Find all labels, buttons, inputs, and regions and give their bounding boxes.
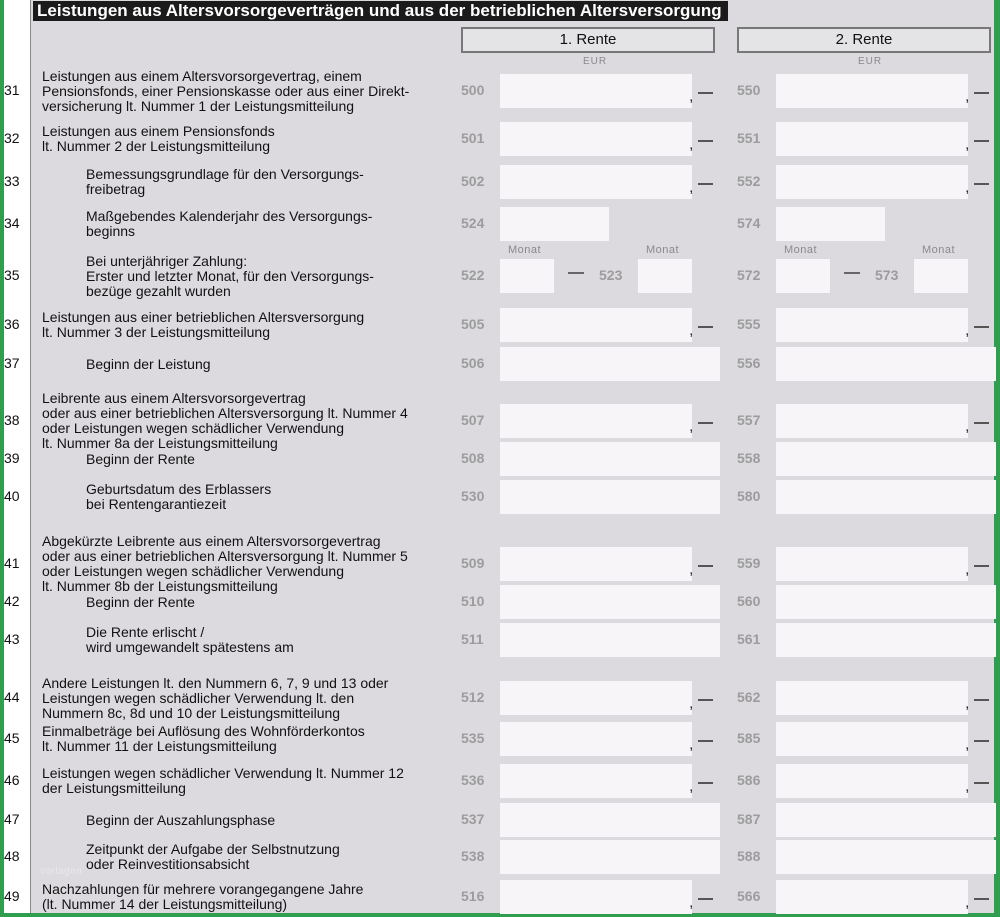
description-line: lt. Nummer 8b der Leistungsmitteilung <box>42 578 278 594</box>
amount-field-rente1-46[interactable] <box>500 764 692 798</box>
field-code-rente1-45: 535 <box>461 730 485 746</box>
start-month-field-rente1-35[interactable] <box>500 259 554 293</box>
field-code-rente1-34: 524 <box>461 215 485 231</box>
line-number: 41 <box>4 555 20 571</box>
description-line: Die Rente erlischt / <box>86 624 205 640</box>
month-label-start-rente2-35: Monat <box>784 244 818 256</box>
amount-field-rente2-41[interactable] <box>776 547 968 581</box>
decimal-comma: , <box>689 736 694 753</box>
month-range-dash <box>844 272 860 274</box>
description-line: lt. Nummer 11 der Leistungsmitteilung <box>42 738 277 754</box>
end-month-field-rente2-35[interactable] <box>914 259 968 293</box>
date-field-rente2-40[interactable] <box>776 480 996 514</box>
amount-field-rente1-41[interactable] <box>500 547 692 581</box>
field-description <box>86 595 195 610</box>
amount-field-rente1-44[interactable] <box>500 681 692 715</box>
description-line: lt. Nummer 2 der Leistungsmitteilung <box>42 138 270 154</box>
field-description <box>42 676 388 721</box>
field-code-rente2-39: 558 <box>737 450 761 466</box>
field-code-rente2-31: 550 <box>737 82 761 98</box>
month-range-dash <box>568 272 584 274</box>
line-number: 32 <box>4 130 20 146</box>
description-line: versicherung lt. Nummer 1 der Leistungsmitteilung <box>42 97 355 114</box>
field-description <box>42 69 409 114</box>
amount-field-rente1-49[interactable] <box>500 880 692 914</box>
date-field-rente1-48[interactable] <box>500 840 720 874</box>
description-line: Leistungen aus einem Pensionsfonds <box>42 123 275 139</box>
date-field-rente2-37[interactable] <box>776 347 996 381</box>
amount-field-rente2-33[interactable] <box>776 165 968 199</box>
description-line: lt. Nummer 8a der Leistungsmitteilung <box>42 435 278 451</box>
description-line: oder Leistungen wegen schädlicher Verwendung <box>42 420 344 436</box>
field-code-rente1-35: 522 <box>461 267 485 283</box>
decimal-comma: , <box>965 736 970 753</box>
field-description <box>86 254 374 299</box>
line-number: 34 <box>4 215 20 231</box>
description-line: Leistungen wegen schädlicher Verwendung lt. den <box>42 689 355 706</box>
decimal-comma: , <box>965 561 970 578</box>
field-code-rente1-35-end: 523 <box>599 267 623 283</box>
month-label-end-rente1-35: Monat <box>646 244 680 256</box>
description-line: (lt. Nummer 14 der Leistungsmitteilung) <box>42 896 288 912</box>
cents-dash <box>974 140 989 142</box>
field-description <box>42 391 408 451</box>
field-code-rente2-49: 566 <box>737 888 761 904</box>
date-field-rente1-47[interactable] <box>500 803 720 837</box>
field-description <box>86 209 372 239</box>
date-field-rente1-39[interactable] <box>500 442 720 476</box>
decimal-comma: , <box>689 561 694 578</box>
field-description <box>86 625 294 655</box>
field-code-rente2-35-end: 573 <box>875 267 899 283</box>
field-description <box>42 882 363 912</box>
field-code-rente1-32: 501 <box>461 130 485 146</box>
field-code-rente1-38: 507 <box>461 412 485 428</box>
field-code-rente2-45: 585 <box>737 730 761 746</box>
decimal-comma: , <box>689 778 694 795</box>
field-code-rente1-37: 506 <box>461 355 485 371</box>
watermark: vorlagen <box>40 866 83 877</box>
date-field-rente1-43[interactable] <box>500 623 720 657</box>
field-code-rente2-36: 555 <box>737 316 761 332</box>
field-code-rente1-44: 512 <box>461 689 485 705</box>
cents-dash <box>974 422 989 424</box>
cents-dash <box>698 92 713 94</box>
field-code-rente2-42: 560 <box>737 593 761 609</box>
description-line: oder Leistungen wegen schädlicher Verwendung <box>42 563 344 579</box>
description-line: Nachzahlungen für mehrere vorangegangene Jahre <box>42 881 364 897</box>
field-code-rente1-40: 530 <box>461 488 485 504</box>
field-description <box>86 482 271 512</box>
line-number: 31 <box>4 82 20 98</box>
field-description <box>42 310 364 340</box>
field-description <box>42 124 275 154</box>
cents-dash <box>974 782 989 784</box>
description-line: Maßgebendes Kalenderjahr des Versorgungs- <box>86 208 373 224</box>
amount-field-rente2-32[interactable] <box>776 122 968 156</box>
description-line: Leibrente aus einem Altersvorsorgevertrag <box>42 390 306 406</box>
decimal-comma: , <box>689 179 694 196</box>
description-line: oder aus einer betrieblichen Altersversorgung lt. Nummer 4 <box>42 405 408 421</box>
decimal-comma: , <box>689 418 694 435</box>
cents-dash <box>698 140 713 142</box>
amount-field-rente2-45[interactable] <box>776 722 968 756</box>
amount-field-rente2-36[interactable] <box>776 308 968 342</box>
year-field-rente2-34[interactable] <box>776 207 885 241</box>
amount-field-rente2-31[interactable] <box>776 74 968 108</box>
field-code-rente2-34: 574 <box>737 215 761 231</box>
description-line: Zeitpunkt der Aufgabe der Selbstnutzung <box>86 841 340 857</box>
date-field-rente2-48[interactable] <box>776 840 996 874</box>
date-field-rente2-47[interactable] <box>776 803 996 837</box>
field-description <box>86 813 275 828</box>
field-description <box>42 766 404 796</box>
field-code-rente2-35: 572 <box>737 267 761 283</box>
decimal-comma: , <box>965 894 970 911</box>
field-code-rente2-32: 551 <box>737 130 761 146</box>
decimal-comma: , <box>689 322 694 339</box>
line-number: 43 <box>4 631 20 647</box>
amount-field-rente1-45[interactable] <box>500 722 692 756</box>
cents-dash <box>974 92 989 94</box>
field-description <box>42 724 365 754</box>
description-line: Beginn der Leistung <box>86 355 211 372</box>
cents-dash <box>974 740 989 742</box>
line-number: 33 <box>4 173 20 189</box>
date-field-rente2-39[interactable] <box>776 442 996 476</box>
cents-dash <box>698 898 713 900</box>
description-line: Bei unterjähriger Zahlung: <box>86 252 248 269</box>
amount-field-rente2-49[interactable] <box>776 880 968 914</box>
line-number: 39 <box>4 450 20 466</box>
line-number: 45 <box>4 730 20 746</box>
field-code-rente1-48: 538 <box>461 848 485 864</box>
field-code-rente2-46: 586 <box>737 772 761 788</box>
field-code-rente2-43: 561 <box>737 631 761 647</box>
decimal-comma: , <box>965 88 970 105</box>
cents-dash <box>698 699 713 701</box>
field-code-rente1-36: 505 <box>461 316 485 332</box>
decimal-comma: , <box>689 894 694 911</box>
amount-field-rente2-44[interactable] <box>776 681 968 715</box>
field-code-rente2-38: 557 <box>737 412 761 428</box>
description-line: Beginn der Rente <box>86 450 195 467</box>
amount-field-rente1-36[interactable] <box>500 308 692 342</box>
decimal-comma: , <box>689 136 694 153</box>
line-number: 40 <box>4 488 20 504</box>
amount-field-rente1-32[interactable] <box>500 122 692 156</box>
description-line: Nummern 8c, 8d und 10 der Leistungsmitteilung <box>42 704 341 721</box>
description-line: wird umgewandelt spätestens am <box>86 639 294 655</box>
line-number: 38 <box>4 412 20 428</box>
field-code-rente2-41: 559 <box>737 555 761 571</box>
description-line: oder Reinvestitionsabsicht <box>86 856 250 872</box>
description-line: lt. Nummer 3 der Leistungsmitteilung <box>42 324 270 340</box>
field-description <box>86 167 364 197</box>
description-line: Erster und letzter Monat, für den Versorgungs- <box>86 267 374 284</box>
amount-field-rente1-33[interactable] <box>500 165 692 199</box>
decimal-comma: , <box>965 418 970 435</box>
month-label-end-rente2-35: Monat <box>922 244 956 256</box>
line-number: 35 <box>4 267 20 283</box>
line-number: 48 <box>4 848 20 864</box>
field-code-rente1-47: 537 <box>461 811 485 827</box>
cents-dash <box>698 740 713 742</box>
line-number: 47 <box>4 811 20 827</box>
column-header-rente-2: 2. Rente <box>737 27 991 53</box>
field-code-rente1-39: 508 <box>461 450 485 466</box>
line-number: 46 <box>4 772 20 788</box>
field-description <box>86 842 340 872</box>
description-line: Beginn der Rente <box>86 593 195 610</box>
description-line: der Leistungsmitteilung <box>42 780 186 796</box>
description-line: Einmalbeträge bei Auflösung des Wohnförderkontos <box>42 723 365 739</box>
line-number: 37 <box>4 355 20 371</box>
amount-field-rente2-38[interactable] <box>776 404 968 438</box>
field-code-rente1-43: 511 <box>461 631 484 647</box>
line-number: 42 <box>4 593 20 609</box>
description-line: freibetrag <box>86 181 146 197</box>
decimal-comma: , <box>965 778 970 795</box>
field-code-rente1-46: 536 <box>461 772 485 788</box>
field-code-rente1-41: 509 <box>461 555 485 571</box>
field-code-rente2-48: 588 <box>737 848 761 864</box>
start-month-field-rente2-35[interactable] <box>776 259 830 293</box>
decimal-comma: , <box>965 695 970 712</box>
line-number: 36 <box>4 316 20 332</box>
amount-field-rente1-31[interactable] <box>500 74 692 108</box>
description-line: bezüge gezahlt wurden <box>86 282 231 299</box>
cents-dash <box>698 183 713 185</box>
column-header-rente-1: 1. Rente <box>461 27 715 53</box>
decimal-comma: , <box>965 136 970 153</box>
description-line: Abgekürzte Leibrente aus einem Altersvorsorgevertrag <box>42 533 381 549</box>
description-line: Geburtsdatum des Erblassers <box>86 481 272 497</box>
amount-field-rente2-46[interactable] <box>776 764 968 798</box>
description-line: Leistungen aus einer betrieblichen Altersversorgung <box>42 309 365 325</box>
field-description <box>86 357 211 372</box>
field-description <box>86 452 195 467</box>
section-heading: Leistungen aus Altersvorsorgeverträgen und aus der betrieblichen Altersversorgung <box>33 1 728 21</box>
date-field-rente1-37[interactable] <box>500 347 720 381</box>
year-field-rente1-34[interactable] <box>500 207 609 241</box>
cents-dash <box>974 898 989 900</box>
description-line: bei Rentengarantiezeit <box>86 496 227 512</box>
description-line: Leistungen wegen schädlicher Verwendung lt. Nummer 12 <box>42 765 404 781</box>
description-line: Bemessungsgrundlage für den Versorgungs- <box>86 166 364 182</box>
cents-dash <box>698 422 713 424</box>
cents-dash <box>698 565 713 567</box>
date-field-rente1-40[interactable] <box>500 480 720 514</box>
line-number: 49 <box>4 888 20 904</box>
description-line: oder aus einer betrieblichen Altersversorgung lt. Nummer 5 <box>42 548 408 564</box>
end-month-field-rente1-35[interactable] <box>638 259 692 293</box>
description-line: Leistungen aus einem Altersvorsorgevertrag, einem <box>42 67 362 84</box>
decimal-comma: , <box>965 322 970 339</box>
cents-dash <box>974 699 989 701</box>
decimal-comma: , <box>689 88 694 105</box>
description-line: Pensionsfonds, einer Pensionskasse oder aus einer Direkt- <box>42 82 410 99</box>
field-code-rente2-40: 580 <box>737 488 761 504</box>
date-field-rente2-42[interactable] <box>776 585 996 619</box>
description-line: Beginn der Auszahlungsphase <box>86 811 276 828</box>
cents-dash <box>698 782 713 784</box>
field-code-rente1-49: 516 <box>461 888 485 904</box>
date-field-rente1-42[interactable] <box>500 585 720 619</box>
line-number: 44 <box>4 689 20 705</box>
field-code-rente2-47: 587 <box>737 811 761 827</box>
field-description <box>42 534 408 594</box>
cents-dash <box>698 326 713 328</box>
description-line: beginns <box>86 223 136 239</box>
decimal-comma: , <box>965 179 970 196</box>
field-code-rente1-31: 500 <box>461 82 485 98</box>
month-label-start-rente1-35: Monat <box>508 244 542 256</box>
description-line: Andere Leistungen lt. den Nummern 6, 7, 9 und 13 oder <box>42 674 389 691</box>
field-code-rente2-33: 552 <box>737 173 761 189</box>
cents-dash <box>974 183 989 185</box>
amount-field-rente1-38[interactable] <box>500 404 692 438</box>
field-code-rente2-44: 562 <box>737 689 761 705</box>
field-code-rente1-33: 502 <box>461 173 485 189</box>
cents-dash <box>974 565 989 567</box>
unit-label-col1: EUR <box>583 56 608 67</box>
unit-label-col2: EUR <box>858 56 883 67</box>
decimal-comma: , <box>689 695 694 712</box>
cents-dash <box>974 326 989 328</box>
date-field-rente2-43[interactable] <box>776 623 996 657</box>
field-code-rente1-42: 510 <box>461 593 485 609</box>
field-code-rente2-37: 556 <box>737 355 761 371</box>
